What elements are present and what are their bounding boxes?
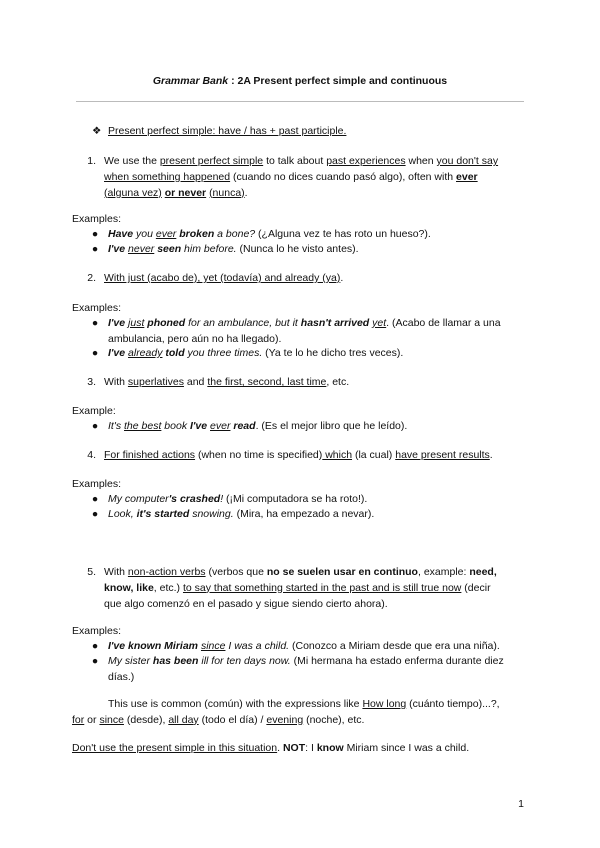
bullet-icon: ● [91, 493, 99, 505]
page-title: Grammar Bank : 2A Present perfect simple and continuous [152, 75, 448, 87]
page-number: 1 [518, 798, 524, 810]
section-3-text: With superlatives and the first, second, last time, etc. [104, 376, 350, 388]
bullet-icon: ● [91, 655, 99, 667]
examples-label: Examples: [72, 625, 122, 637]
section-2-number: 2. [87, 272, 96, 284]
example-4a: My computer's crashed! (¡Mi computadora se ha roto!). [108, 493, 368, 505]
usage-note: This use is common (común) with the expressions like How long (cuánto tiempo)...?, for or since (desde), all day (todo el día) / evening (noche), etc. [72, 698, 500, 726]
diamond-bullet-icon: ❖ [92, 125, 102, 137]
example-5b: My sister has been ill for ten days now. (Mi hermana ha estado enferma durante diez días.) [108, 655, 504, 683]
examples-label: Example: [72, 405, 116, 417]
section-4-text: For finished actions (when no time is specified) which (la cual) have present results. [104, 449, 493, 461]
section-1-text: We use the present perfect simple to talk about past experiences when you don't say when something happened (cuando no dices cuando pasó algo), often with ever (alguna vez) or never (nunca). [104, 155, 499, 199]
intro-definition: Present perfect simple: have / has + past participle. [108, 125, 347, 137]
bullet-icon: ● [91, 640, 99, 652]
bullet-icon: ● [91, 228, 99, 240]
example-4b: Look, it's started snowing. (Mira, ha empezado a nevar). [108, 508, 375, 520]
section-2-text: With just (acabo de), yet (todavía) and already (ya). [104, 272, 344, 284]
section-1-number: 1. [87, 155, 96, 167]
example-3a: It's the best book I've ever read. (Es el mejor libro que he leído). [108, 420, 408, 432]
example-2b: I've already told you three times. (Ya te lo he dicho tres veces). [108, 347, 404, 359]
section-3-number: 3. [87, 376, 96, 388]
example-1b: I've never seen him before. (Nunca lo he visto antes). [108, 243, 359, 255]
bullet-icon: ● [91, 243, 99, 255]
bullet-icon: ● [91, 347, 99, 359]
bullet-icon: ● [91, 317, 99, 329]
section-5-number: 5. [87, 566, 96, 578]
examples-label: Examples: [72, 302, 122, 314]
example-5a: I've known Miriam since I was a child. (Conozco a Miriam desde que era una niña). [108, 640, 500, 652]
title-divider [76, 101, 524, 102]
section-4-number: 4. [87, 449, 96, 461]
example-1a: Have you ever broken a bone? (¿Alguna vez te has roto un hueso?). [108, 228, 431, 240]
warning-note: Don't use the present simple in this situation. NOT: I know Miriam since I was a child. [72, 742, 470, 754]
example-2a: I've just phoned for an ambulance, but it hasn't arrived yet. (Acabo de llamar a una ambulancia, pero aún no ha llegado). [108, 317, 501, 345]
examples-label: Examples: [72, 478, 122, 490]
section-5-text: With non-action verbs (verbos que no se suelen usar en continuo, example: need, know, like, etc.) to say that something started in the past and is still true now (decir que algo comenzó en el pasado y sigue siendo cierto ahora). [104, 566, 497, 610]
bullet-icon: ● [91, 420, 99, 432]
examples-label: Examples: [72, 213, 122, 225]
bullet-icon: ● [91, 508, 99, 520]
